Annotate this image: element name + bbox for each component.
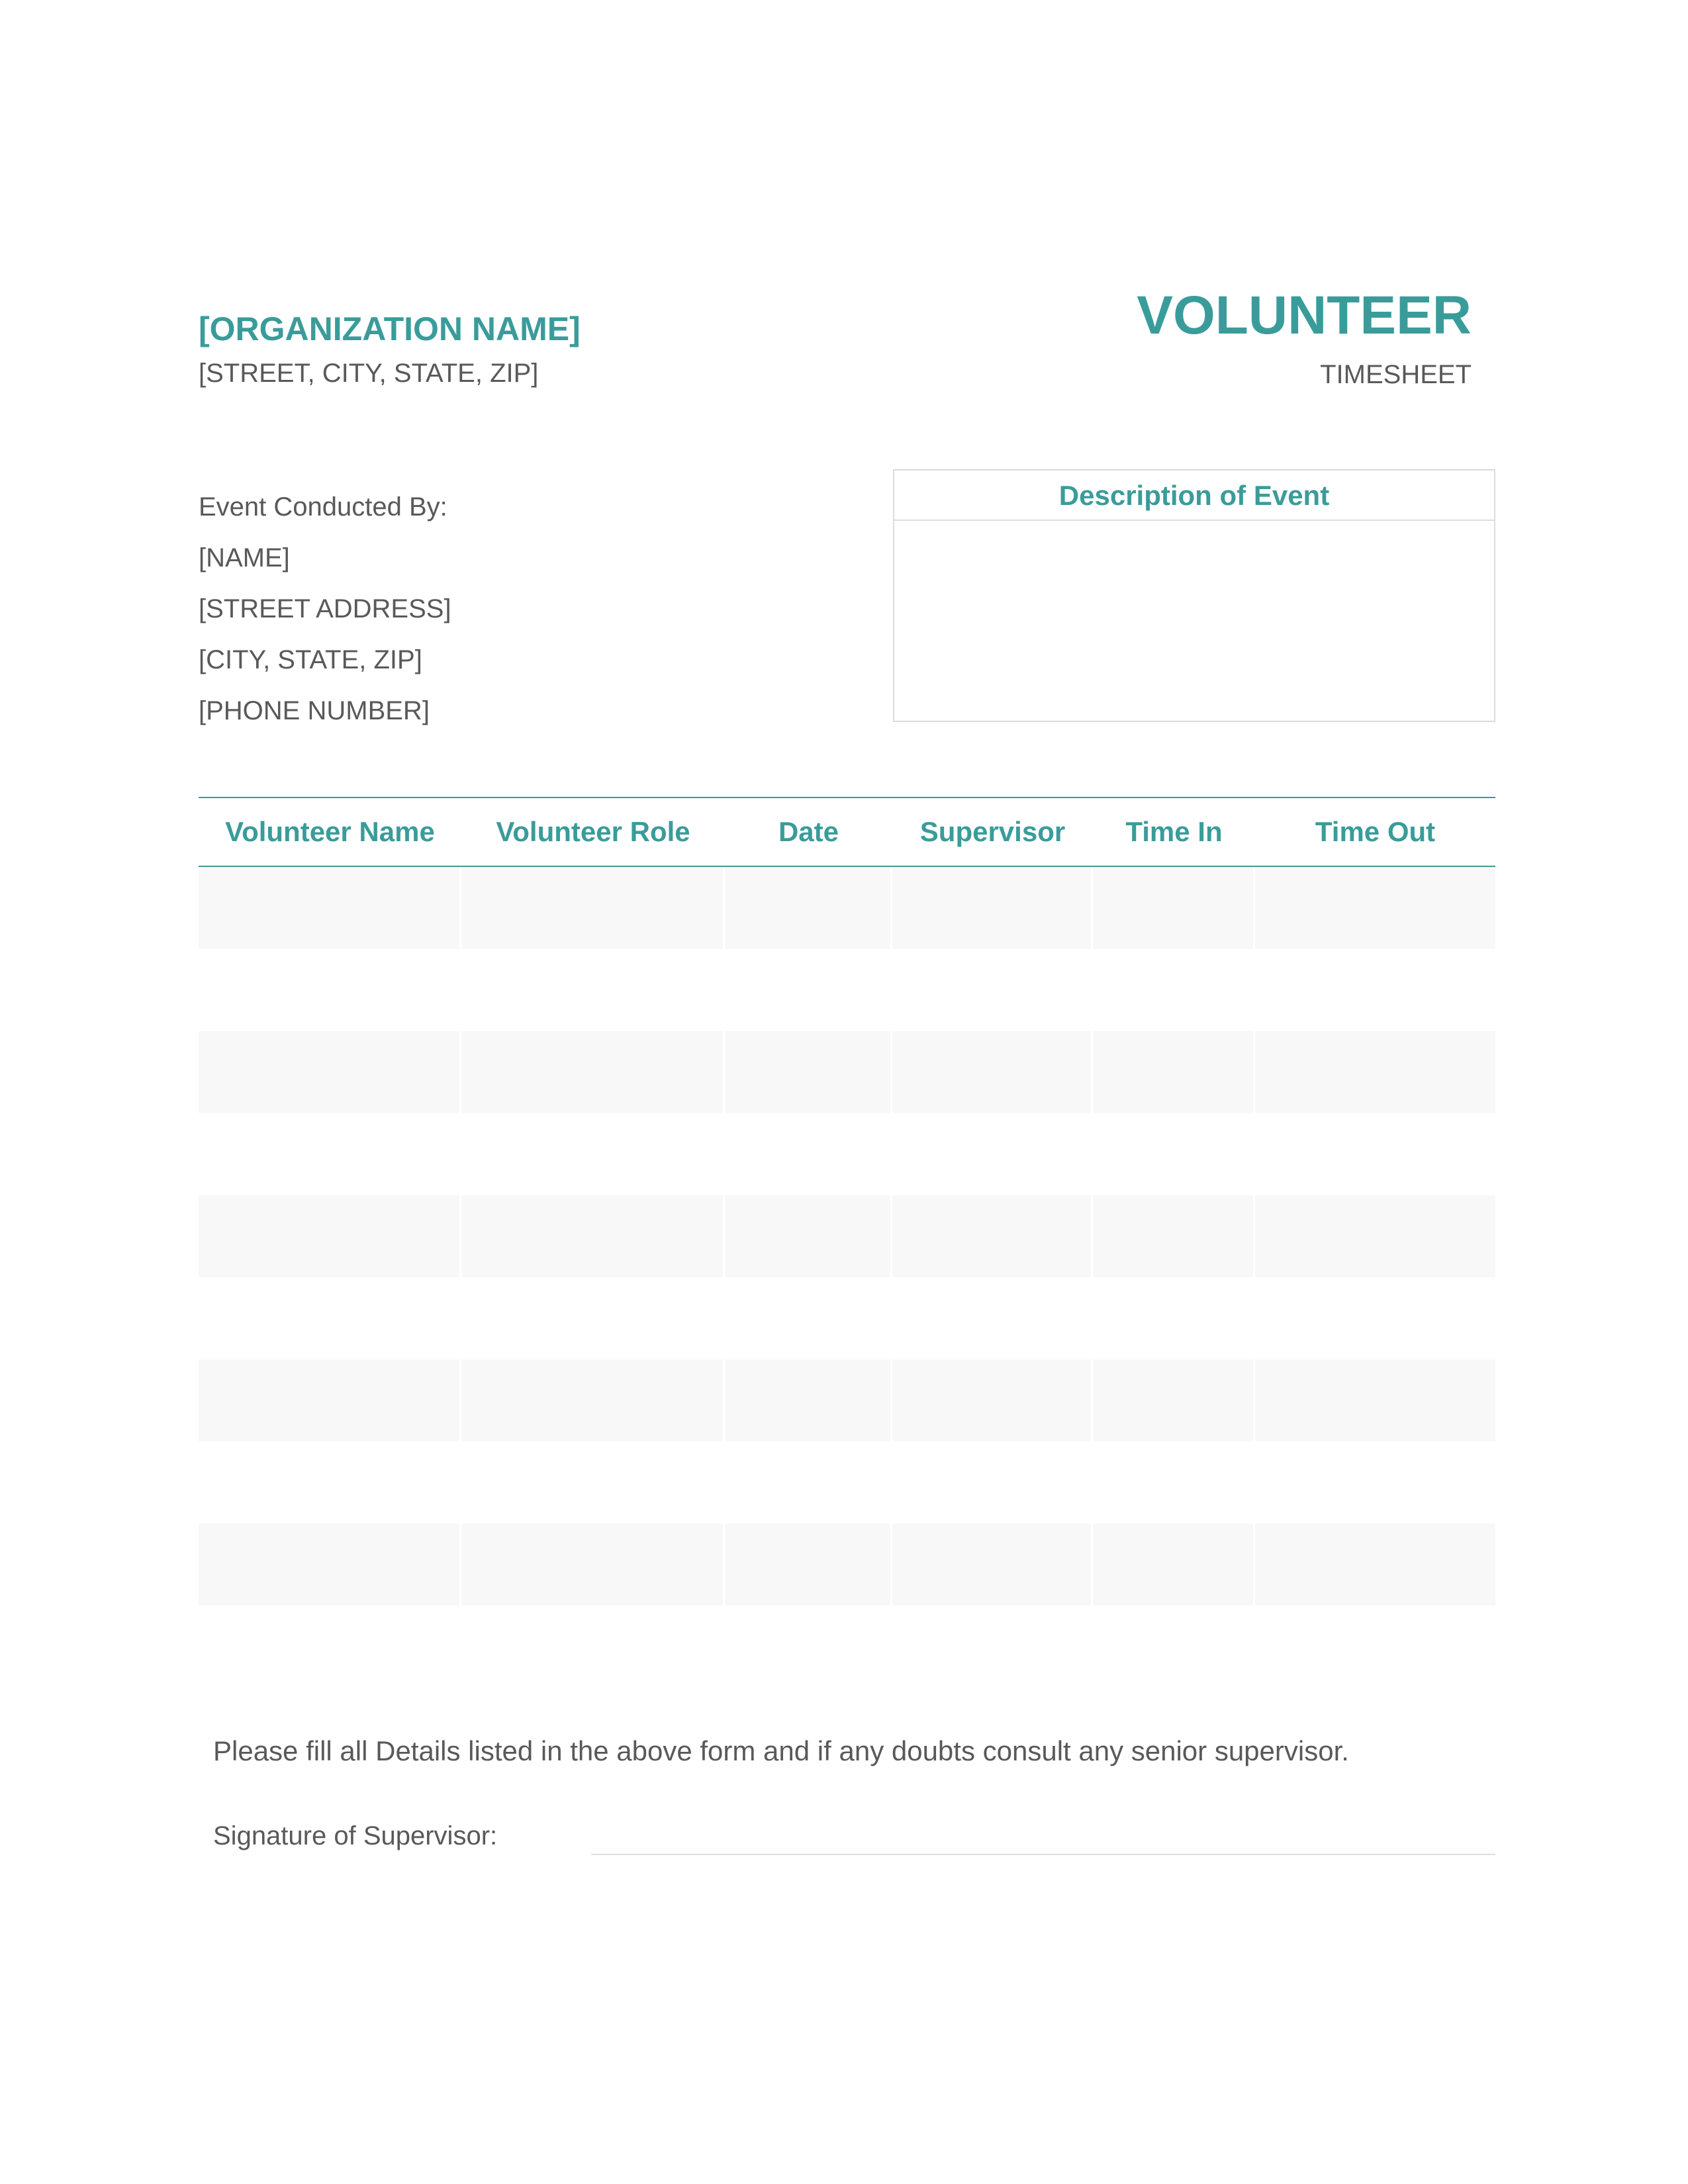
volunteer-name-cell[interactable] xyxy=(199,949,461,1031)
time-in-cell[interactable] xyxy=(1093,1441,1255,1524)
date-cell[interactable] xyxy=(725,867,892,949)
time-in-cell[interactable] xyxy=(1093,1195,1255,1277)
event-description-heading: Description of Event xyxy=(894,471,1494,521)
conductor-city-field[interactable]: [CITY, STATE, ZIP] xyxy=(199,645,422,674)
date-cell[interactable] xyxy=(725,1277,892,1359)
event-description-box xyxy=(893,469,1495,722)
timesheet-header-row xyxy=(199,797,1495,867)
supervisor-cell[interactable] xyxy=(892,1441,1093,1524)
volunteer-name-cell[interactable] xyxy=(199,1277,461,1359)
volunteer-name-cell[interactable] xyxy=(199,1524,461,1606)
time-out-cell[interactable] xyxy=(1255,1031,1495,1113)
column-header-volunteer-name: Volunteer Name xyxy=(225,816,435,847)
conductor-name-field[interactable]: [NAME] xyxy=(199,543,290,572)
timesheet-table xyxy=(199,797,1495,1606)
time-out-cell[interactable] xyxy=(1255,1277,1495,1359)
time-out-cell[interactable] xyxy=(1255,1113,1495,1195)
table-row xyxy=(199,1195,1495,1277)
column-header-date: Date xyxy=(778,816,839,847)
table-row xyxy=(199,1441,1495,1524)
time-in-cell[interactable] xyxy=(1093,1524,1255,1606)
column-header-time-out: Time Out xyxy=(1315,816,1436,847)
table-row xyxy=(199,1524,1495,1606)
volunteer-name-cell[interactable] xyxy=(199,1113,461,1195)
time-out-cell[interactable] xyxy=(1255,1441,1495,1524)
volunteer-role-cell[interactable] xyxy=(461,1277,725,1359)
table-row xyxy=(199,1031,1495,1113)
table-row xyxy=(199,1277,1495,1359)
time-in-cell[interactable] xyxy=(1093,867,1255,949)
event-conducted-by-block xyxy=(199,482,451,737)
document-subtitle: TIMESHEET xyxy=(1320,360,1472,389)
date-cell[interactable] xyxy=(725,949,892,1031)
conductor-street-field[interactable]: [STREET ADDRESS] xyxy=(199,594,451,623)
organization-name: [ORGANIZATION NAME] xyxy=(199,310,581,347)
conductor-phone-field[interactable]: [PHONE NUMBER] xyxy=(199,696,430,725)
supervisor-cell[interactable] xyxy=(892,1113,1093,1195)
time-out-cell[interactable] xyxy=(1255,1195,1495,1277)
volunteer-role-cell[interactable] xyxy=(461,1524,725,1606)
timesheet-body xyxy=(199,867,1495,1606)
document-title: VOLUNTEER xyxy=(1137,285,1472,345)
supervisor-cell[interactable] xyxy=(892,949,1093,1031)
volunteer-role-cell[interactable] xyxy=(461,1359,725,1441)
time-in-cell[interactable] xyxy=(1093,1277,1255,1359)
volunteer-name-cell[interactable] xyxy=(199,1031,461,1113)
volunteer-role-cell[interactable] xyxy=(461,1031,725,1113)
volunteer-role-cell[interactable] xyxy=(461,1113,725,1195)
date-cell[interactable] xyxy=(725,1113,892,1195)
column-header-supervisor: Supervisor xyxy=(919,816,1066,847)
signature-line[interactable] xyxy=(591,1854,1495,1855)
supervisor-cell[interactable] xyxy=(892,1524,1093,1606)
time-in-cell[interactable] xyxy=(1093,1359,1255,1441)
supervisor-cell[interactable] xyxy=(892,867,1093,949)
time-in-cell[interactable] xyxy=(1093,1031,1255,1113)
supervisor-cell[interactable] xyxy=(892,1195,1093,1277)
column-header-time-in: Time In xyxy=(1125,816,1223,847)
table-row xyxy=(199,1359,1495,1441)
organization-address: [STREET, CITY, STATE, ZIP] xyxy=(199,359,539,388)
date-cell[interactable] xyxy=(725,1441,892,1524)
volunteer-role-cell[interactable] xyxy=(461,1195,725,1277)
supervisor-cell[interactable] xyxy=(892,1359,1093,1441)
table-row xyxy=(199,867,1495,949)
time-in-cell[interactable] xyxy=(1093,1113,1255,1195)
event-description-field[interactable] xyxy=(894,521,1494,721)
volunteer-name-cell[interactable] xyxy=(199,1441,461,1524)
date-cell[interactable] xyxy=(725,1031,892,1113)
event-conducted-by-label: Event Conducted By: xyxy=(199,492,447,522)
instructions-note: Please fill all Details listed in the above form and if any doubts consult any senior supervisor. xyxy=(213,1735,1349,1766)
supervisor-cell[interactable] xyxy=(892,1277,1093,1359)
date-cell[interactable] xyxy=(725,1195,892,1277)
column-header-volunteer-role: Volunteer Role xyxy=(496,816,690,847)
volunteer-role-cell[interactable] xyxy=(461,867,725,949)
signature-label: Signature of Supervisor: xyxy=(213,1821,498,1850)
table-row xyxy=(199,1113,1495,1195)
time-out-cell[interactable] xyxy=(1255,1359,1495,1441)
volunteer-name-cell[interactable] xyxy=(199,1195,461,1277)
volunteer-name-cell[interactable] xyxy=(199,1359,461,1441)
time-out-cell[interactable] xyxy=(1255,949,1495,1031)
supervisor-cell[interactable] xyxy=(892,1031,1093,1113)
volunteer-role-cell[interactable] xyxy=(461,1441,725,1524)
time-in-cell[interactable] xyxy=(1093,949,1255,1031)
volunteer-role-cell[interactable] xyxy=(461,949,725,1031)
time-out-cell[interactable] xyxy=(1255,1524,1495,1606)
date-cell[interactable] xyxy=(725,1524,892,1606)
volunteer-name-cell[interactable] xyxy=(199,867,461,949)
table-row xyxy=(199,949,1495,1031)
time-out-cell[interactable] xyxy=(1255,867,1495,949)
date-cell[interactable] xyxy=(725,1359,892,1441)
